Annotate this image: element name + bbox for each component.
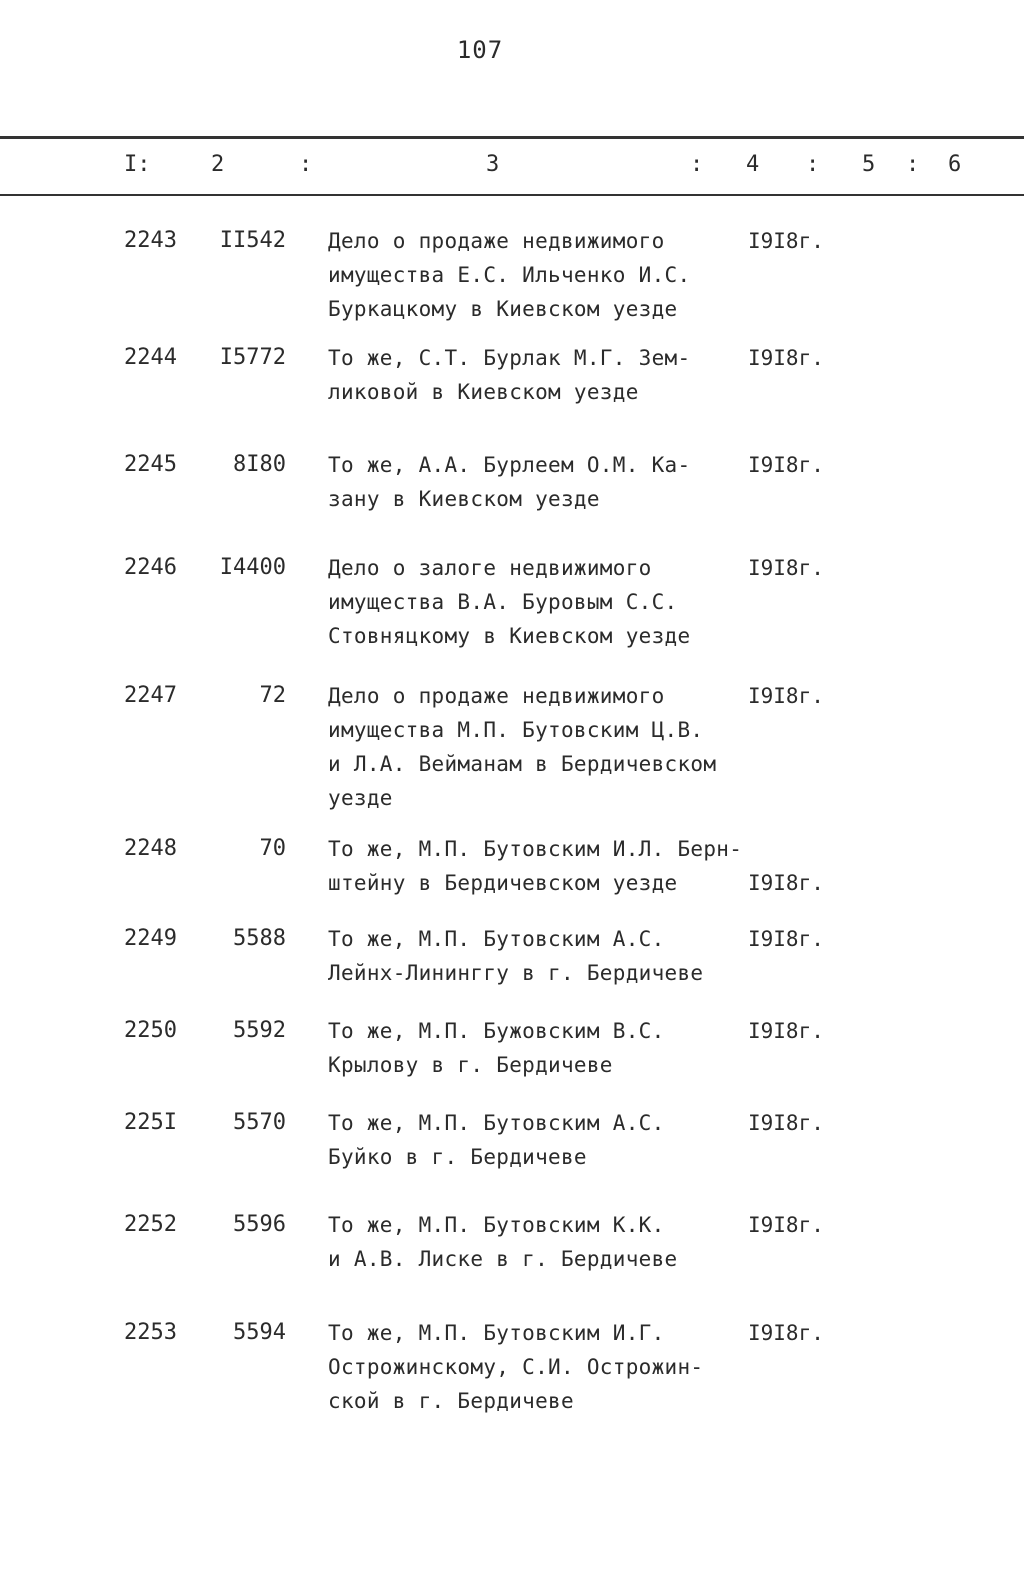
- list-item: [0, 679, 1024, 832]
- description-line: ликовой в Киевском уезде: [328, 380, 639, 404]
- record-number: 2248: [124, 836, 177, 861]
- record-description: [328, 551, 748, 653]
- record-date: I9I8г.: [748, 1019, 824, 1043]
- record-description: [328, 1316, 748, 1418]
- description-line: ской в г. Бердичеве: [328, 1389, 574, 1413]
- record-date: I9I8г.: [748, 229, 824, 253]
- column-header-2: 2: [211, 152, 225, 177]
- record-number: 225I: [124, 1110, 177, 1135]
- record-old-number: II542: [219, 228, 286, 253]
- record-date: I9I8г.: [748, 927, 824, 951]
- description-line: и Л.А. Вейманам в Бердичевском: [328, 752, 717, 776]
- description-line: Дело о продаже недвижимого: [328, 684, 665, 708]
- record-old-number: 8I80: [233, 452, 286, 477]
- list-item: [0, 1208, 1024, 1316]
- column-separator: :: [690, 152, 704, 177]
- record-number: 2247: [124, 683, 177, 708]
- list-item: [0, 551, 1024, 679]
- record-description: [328, 448, 748, 516]
- record-date: I9I8г.: [748, 1321, 824, 1345]
- record-description: [328, 922, 748, 990]
- column-separator: :: [906, 152, 920, 177]
- description-line: То же, М.П. Бутовским А.С.: [328, 1111, 665, 1135]
- column-header-6: 6: [948, 152, 962, 177]
- description-line: Лейнх-Лининггу в г. Бердичеве: [328, 961, 704, 985]
- record-description: [328, 1106, 748, 1174]
- record-number: 2253: [124, 1320, 177, 1345]
- record-description: [328, 224, 748, 326]
- record-old-number: 5594: [233, 1320, 286, 1345]
- column-header-5: 5: [862, 152, 876, 177]
- record-old-number: 5570: [233, 1110, 286, 1135]
- description-line: То же, М.П. Бутовским А.С.: [328, 927, 665, 951]
- record-description: [328, 341, 748, 409]
- description-line: Буркацкому в Киевском уезде: [328, 297, 678, 321]
- description-line: То же, М.П. Бужовским В.С.: [328, 1019, 665, 1043]
- description-line: То же, А.А. Бурлеем О.М. Ка-: [328, 453, 691, 477]
- record-old-number: 70: [259, 836, 286, 861]
- record-date: I9I8г.: [748, 1213, 824, 1237]
- description-line: То же, М.П. Бутовским И.Л. Берн-: [328, 837, 743, 861]
- column-header-4: 4: [746, 152, 760, 177]
- description-line: То же, М.П. Бутовским И.Г.: [328, 1321, 665, 1345]
- record-description: [328, 679, 748, 815]
- description-line: Дело о продаже недвижимого: [328, 229, 665, 253]
- header-bottom-rule: [0, 194, 1024, 196]
- record-number: 2243: [124, 228, 177, 253]
- top-rule: [0, 136, 1024, 139]
- record-old-number: 5596: [233, 1212, 286, 1237]
- list-item: [0, 341, 1024, 448]
- record-number: 2250: [124, 1018, 177, 1043]
- record-date: I9I8г.: [748, 1111, 824, 1135]
- page-number: 107: [456, 36, 504, 64]
- record-date: I9I8г.: [748, 556, 824, 580]
- description-line: зану в Киевском уезде: [328, 487, 600, 511]
- description-line: имущества В.А. Буровым С.С.: [328, 590, 678, 614]
- column-header-row: [0, 152, 1024, 184]
- list-item: [0, 1014, 1024, 1106]
- description-line: Буйко в г. Бердичеве: [328, 1145, 587, 1169]
- list-item: [0, 224, 1024, 341]
- record-old-number: I4400: [219, 555, 286, 580]
- record-number: 2252: [124, 1212, 177, 1237]
- column-header-1: I:: [124, 152, 151, 177]
- record-description: [328, 832, 748, 900]
- description-line: Стовняцкому в Киевском уезде: [328, 624, 691, 648]
- description-line: и А.В. Лиске в г. Бердичеве: [328, 1247, 678, 1271]
- record-description: [328, 1014, 748, 1082]
- description-line: имущества М.П. Бутовским Ц.В.: [328, 718, 704, 742]
- description-line: Крылову в г. Бердичеве: [328, 1053, 613, 1077]
- description-line: Острожинскому, С.И. Острожин-: [328, 1355, 704, 1379]
- description-line: То же, М.П. Бутовским К.К.: [328, 1213, 665, 1237]
- column-separator: :: [299, 152, 313, 177]
- description-line: Дело о залоге недвижимого: [328, 556, 652, 580]
- description-line: имущества Е.С. Ильченко И.С.: [328, 263, 691, 287]
- list-item: [0, 1316, 1024, 1426]
- record-description: [328, 1208, 748, 1276]
- record-old-number: 5592: [233, 1018, 286, 1043]
- description-line: То же, С.Т. Бурлак М.Г. Зем-: [328, 346, 691, 370]
- record-number: 2245: [124, 452, 177, 477]
- list-item: [0, 922, 1024, 1014]
- description-line: штейну в Бердичевском уезде: [328, 871, 678, 895]
- column-header-3: 3: [486, 152, 500, 177]
- record-date: I9I8г.: [748, 871, 824, 895]
- column-separator: :: [806, 152, 820, 177]
- record-old-number: I5772: [219, 345, 286, 370]
- record-number: 2249: [124, 926, 177, 951]
- record-old-number: 72: [259, 683, 286, 708]
- description-line: уезде: [328, 786, 393, 810]
- record-date: I9I8г.: [748, 346, 824, 370]
- list-item: [0, 1106, 1024, 1208]
- list-item: [0, 832, 1024, 922]
- list-item: [0, 448, 1024, 551]
- record-date: I9I8г.: [748, 453, 824, 477]
- record-old-number: 5588: [233, 926, 286, 951]
- records-list: [0, 224, 1024, 1426]
- record-number: 2244: [124, 345, 177, 370]
- record-number: 2246: [124, 555, 177, 580]
- record-date: I9I8г.: [748, 684, 824, 708]
